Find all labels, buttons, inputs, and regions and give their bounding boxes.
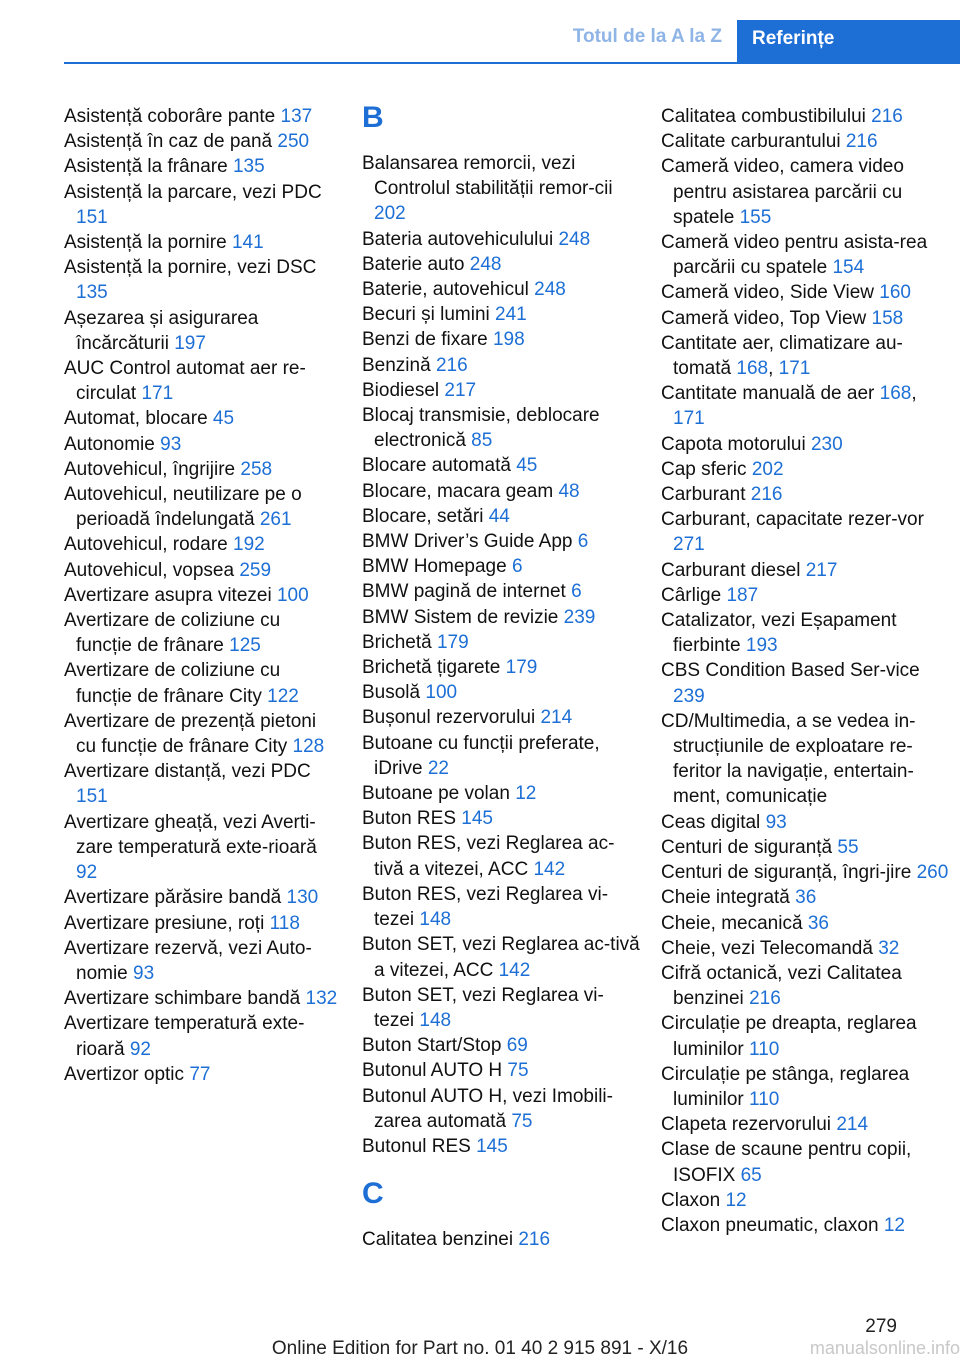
index-entry: [661, 457, 951, 482]
page-reference-link[interactable]: 93: [133, 962, 155, 984]
index-entry: [661, 835, 951, 860]
index-entry: [661, 709, 951, 810]
page-reference-link[interactable]: 93: [765, 811, 787, 833]
index-entry: [362, 1084, 640, 1134]
index-entry-text: Avertizare de prezență pietoni cu funcție de frânare City: [64, 710, 317, 758]
page-reference-link[interactable]: 100: [425, 682, 458, 704]
page-reference-link[interactable]: 171: [141, 383, 174, 405]
index-entry: [362, 831, 640, 881]
index-entry-text: CD/Multimedia, a se vedea in‐strucțiunile de exploatare re‐feritor la navigație, entertain‐ment, comunicație: [661, 710, 916, 808]
index-entry: [362, 479, 640, 504]
index-entry-text: Calitatea benzinei: [362, 1229, 514, 1251]
index-entry-text: Buton RES, vezi Reglarea ac‐tivă a vitezei, ACC: [362, 833, 615, 880]
page-reference-link[interactable]: 69: [506, 1035, 528, 1057]
index-entry-text: Asistență în caz de pană: [64, 131, 273, 153]
index-entry-text: Buton Start/Stop: [362, 1035, 502, 1057]
page-reference-link[interactable]: 142: [533, 858, 566, 880]
page-reference-link[interactable]: 36: [807, 912, 829, 934]
page-reference-link[interactable]: 259: [239, 559, 272, 581]
page-reference-link[interactable]: 179: [436, 631, 469, 653]
page-reference-link[interactable]: 12: [725, 1189, 747, 1211]
page-reference-link[interactable]: 214: [540, 707, 573, 729]
index-entry-text: Cameră video, Top View: [661, 307, 867, 329]
index-entry-text: Centuri de siguranță: [661, 836, 833, 858]
index-entry-text: Cameră video pentru asista‐rea parcării cu spatele: [661, 232, 928, 279]
page-reference-link[interactable]: 125: [229, 635, 261, 657]
page-reference-link[interactable]: 239: [563, 606, 596, 628]
index-entry: [64, 986, 339, 1011]
index-entry: [64, 306, 339, 356]
index-entry: [661, 558, 951, 583]
page-reference-link[interactable]: 217: [444, 379, 477, 401]
page-reference-link[interactable]: 75: [511, 1110, 533, 1132]
index-entry-text: Blocare, setări: [362, 505, 484, 527]
page-reference-link[interactable]: 202: [374, 203, 406, 225]
index-entry-text: Avertizare gheață, vezi Averti‐zare temperatură exte‐rioară: [64, 811, 317, 858]
index-entry: [661, 306, 951, 331]
index-entry-text: Butoane cu funcții preferate, iDrive: [362, 732, 600, 779]
page-reference-link[interactable]: 128: [292, 736, 325, 758]
index-entry-text: Avertizor optic: [64, 1063, 185, 1085]
index-entry: [64, 532, 339, 557]
page-reference-link[interactable]: 22: [427, 757, 449, 779]
page-reference-link[interactable]: 110: [749, 1038, 780, 1060]
page-reference-link[interactable]: 6: [571, 581, 582, 603]
index-entry: [64, 709, 339, 759]
page-reference-link[interactable]: 6: [511, 556, 523, 578]
page-reference-link[interactable]: 239: [673, 685, 705, 707]
index-entry: [362, 1134, 640, 1159]
index-entry-text: Benzină: [362, 354, 431, 376]
index-entry-text: Asistență la parcare, vezi PDC: [64, 181, 322, 203]
index-entry: [362, 378, 640, 403]
index-entry: [362, 403, 640, 453]
page-reference-link[interactable]: 160: [879, 282, 911, 304]
index-entry: [64, 1062, 339, 1087]
index-entry: Cantitate manuală de aer 168, 171: [661, 383, 917, 430]
page-reference-link[interactable]: 260: [916, 862, 949, 884]
page-reference-link[interactable]: 202: [751, 458, 784, 480]
index-entry: [64, 180, 339, 230]
page-reference-link[interactable]: 248: [558, 228, 591, 250]
page-reference-link[interactable]: 45: [516, 455, 538, 477]
index-entry-text: Ceas digital: [661, 811, 761, 833]
index-entry-text: Bateria autovehiculului: [362, 228, 554, 250]
page-reference-link[interactable]: 148: [419, 909, 452, 931]
index-entry: [64, 583, 339, 608]
index-entry-text: Calitate carburantului: [661, 131, 841, 153]
index-entry-text: BMW Homepage: [362, 556, 507, 578]
index-entry-text: Becuri și lumini: [362, 304, 490, 326]
page-reference-link[interactable]: 6: [577, 531, 589, 553]
page-reference-link[interactable]: 168: [736, 358, 769, 380]
index-entry-text: CBS Condition Based Ser‐vice: [661, 660, 920, 682]
index-entry: [64, 230, 339, 255]
index-entry-text: Claxon: [661, 1189, 721, 1211]
index-column-3: [661, 104, 951, 1238]
index-entry-text: Avertizare presiune, roți: [64, 912, 265, 934]
index-entry: [362, 227, 640, 252]
index-entry-text: Avertizare distanță, vezi PDC: [64, 761, 311, 783]
index-entry-text: Butonul AUTO H, vezi Imobili‐zarea automată: [362, 1085, 613, 1132]
index-entry: [362, 1033, 640, 1058]
index-entry-text: Buton RES, vezi Reglarea vi‐tezei: [362, 883, 609, 931]
page-reference-link[interactable]: 45: [212, 408, 235, 430]
page-reference-link[interactable]: 135: [76, 282, 108, 304]
index-entry: [64, 558, 339, 583]
index-entry-text: Balansarea remorcii, vezi Controlul stabilității remor‐cii: [362, 153, 613, 200]
page-reference-link[interactable]: 261: [259, 509, 292, 531]
header-tab: Referințe: [737, 20, 960, 64]
index-entry: [362, 453, 640, 478]
index-entry: [362, 277, 640, 302]
index-entry: [64, 885, 339, 910]
page-reference-link[interactable]: 92: [76, 862, 98, 884]
index-entry-text: Buton RES: [362, 808, 456, 830]
index-entry: [64, 129, 339, 154]
index-entry: [661, 1062, 951, 1112]
index-entry-text: BMW Sistem de revizie: [362, 606, 559, 628]
page-reference-link[interactable]: 55: [837, 836, 859, 858]
index-entry: [64, 1011, 339, 1061]
page-reference-link[interactable]: 187: [726, 584, 759, 606]
page-reference-link[interactable]: 93: [160, 433, 182, 455]
watermark: manualsonline.info: [809, 1338, 960, 1358]
index-entry-text: Asistență la pornire: [64, 232, 227, 254]
page-reference-link[interactable]: 154: [832, 257, 865, 279]
index-entry: [362, 1227, 640, 1252]
index-entry: [362, 655, 640, 680]
page-reference-link[interactable]: 145: [476, 1135, 508, 1157]
page-reference-link[interactable]: 137: [280, 106, 313, 127]
index-entry-text: Autovehicul, rodare: [64, 534, 228, 556]
index-entry-text: Asistență la frânare: [64, 156, 228, 178]
page-reference-link[interactable]: 145: [461, 808, 493, 830]
page-reference-link[interactable]: 85: [471, 430, 493, 452]
index-entry: [64, 658, 339, 708]
index-entry: [64, 911, 339, 936]
index-entry-text: AUC Control automat aer re‐circulat: [64, 358, 306, 405]
page-reference-link[interactable]: 179: [505, 657, 538, 679]
index-entry: [362, 781, 640, 806]
index-entry-text: Asistență la pornire, vezi DSC: [64, 257, 317, 279]
index-entry-text: Calitatea combustibilului: [661, 106, 866, 127]
index-entry-text: Cantitate manuală de aer: [661, 383, 875, 405]
page-reference-link[interactable]: 151: [76, 786, 108, 808]
index-entry-text: Cameră video, Side View: [661, 282, 874, 304]
page-reference-link[interactable]: 168: [879, 383, 912, 405]
index-entry: Cantitate aer, climatizare au‐tomată 168, 171: [661, 332, 903, 380]
index-entry: [64, 104, 339, 129]
index-entry: [661, 936, 951, 961]
index-entry-text: Cameră video, camera video pentru asistarea parcării cu spatele: [661, 156, 904, 228]
page-reference-link[interactable]: 216: [845, 131, 878, 153]
page-reference-link[interactable]: 65: [740, 1164, 762, 1186]
page-reference-link[interactable]: 110: [749, 1088, 780, 1110]
index-entry-text: Cârlige: [661, 584, 722, 606]
index-entry-text: Circulație pe dreapta, reglarea luminilor: [661, 1013, 917, 1060]
page-reference-link[interactable]: 32: [878, 937, 900, 959]
index-entry: [362, 806, 640, 831]
index-entry-text: Avertizare asupra vitezei: [64, 584, 272, 606]
page-reference-link[interactable]: 100: [276, 584, 309, 606]
index-entry-text: Autovehicul, vopsea: [64, 559, 235, 581]
index-entry: [64, 457, 339, 482]
index-entry-text: Cheie, mecanică: [661, 912, 803, 934]
page-reference-link[interactable]: 250: [277, 131, 310, 153]
index-entry-text: Blocare, macara geam: [362, 480, 554, 502]
index-entry: [64, 356, 339, 406]
index-entry-text: Buton SET, vezi Reglarea ac‐tivă a vitezei, ACC: [362, 934, 640, 981]
index-entry-text: Carburant, capacitate rezer‐vor: [661, 509, 924, 531]
page-reference-link[interactable]: 241: [495, 304, 527, 326]
index-entry: [64, 255, 339, 305]
index-entry: [661, 608, 951, 658]
index-entry-text: Blocare automată: [362, 455, 511, 477]
header-section-title: Totul de la A la Z: [572, 26, 722, 47]
index-entry-text: Autonomie: [64, 433, 155, 455]
index-entry-text: Biodiesel: [362, 379, 440, 401]
page-reference-link[interactable]: 48: [558, 480, 580, 502]
index-entry-text: Autovehicul, îngrijire: [64, 458, 236, 480]
index-entry-text: Avertizare de coliziune cu funcție de frânare: [64, 610, 281, 657]
index-entry-text: Clase de scaune pentru copii, ISOFIX: [661, 1139, 912, 1186]
index-entry-text: Avertizare temperatură exte‐rioară: [64, 1013, 305, 1060]
index-entry: [64, 608, 339, 658]
index-letter-heading: C: [362, 1177, 384, 1211]
index-entry: [362, 605, 640, 630]
index-entry: [362, 151, 640, 227]
index-entry: [661, 280, 951, 305]
page-reference-link[interactable]: 216: [435, 354, 468, 376]
page-reference-link[interactable]: 258: [240, 458, 273, 480]
page-reference-link[interactable]: 171: [673, 408, 705, 430]
index-entry: [362, 504, 640, 529]
page-reference-link[interactable]: 75: [507, 1060, 529, 1082]
page-reference-link[interactable]: 141: [231, 232, 264, 254]
page-reference-link[interactable]: 12: [883, 1214, 905, 1236]
page-reference-link[interactable]: 118: [269, 912, 300, 934]
index-entry-text: Cheie, vezi Telecomandă: [661, 937, 873, 959]
index-entry-text: Centuri de siguranță, îngri‐jire: [661, 862, 912, 884]
footer-edition: Online Edition for Part no. 01 40 2 915 891 - X/16: [271, 1338, 689, 1359]
index-entry: [64, 936, 339, 986]
index-entry-text: Butonul RES: [362, 1135, 471, 1157]
page-reference-link[interactable]: 197: [174, 332, 206, 354]
index-entry: [661, 1213, 951, 1238]
index-entry: [661, 1011, 951, 1061]
index-entry: [64, 810, 339, 886]
index-entry-text: Avertizare rezervă, vezi Auto‐nomie: [64, 937, 312, 984]
index-entry-text: Bușonul rezervorului: [362, 707, 536, 729]
index-entry: [661, 154, 951, 230]
index-entry-text: Capota motorului: [661, 433, 806, 455]
index-entry-text: Cap sferic: [661, 458, 747, 480]
index-entry: [661, 583, 951, 608]
index-entry-text: Cantitate aer, climatizare au‐tomată: [661, 332, 903, 380]
index-entry: [362, 630, 640, 655]
page-reference-link[interactable]: 151: [76, 206, 108, 228]
index-entry: [661, 658, 951, 708]
page-reference-link[interactable]: 193: [745, 635, 778, 657]
index-entry-text: Autovehicul, neutilizare pe o perioadă îndelungată: [64, 484, 302, 531]
index-entry: [362, 932, 640, 982]
index-entry: [661, 104, 951, 129]
page-reference-link[interactable]: 216: [749, 988, 781, 1010]
index-entry: [661, 1188, 951, 1213]
index-entry: [362, 579, 640, 604]
page-reference-link[interactable]: 216: [750, 484, 783, 506]
index-entry: [64, 154, 339, 179]
index-entry: [362, 554, 640, 579]
index-entry-text: Asistență coborâre pante: [64, 106, 276, 127]
page-reference-link[interactable]: 92: [129, 1038, 151, 1060]
index-entry-text: Așezarea și asigurarea încărcăturii: [64, 307, 259, 354]
index-entry-text: Avertizare de coliziune cu funcție de frânare City: [64, 660, 281, 707]
index-entry-text: BMW Driver’s Guide App: [362, 531, 573, 553]
page-reference-link[interactable]: 198: [492, 329, 525, 351]
index-entry: [362, 327, 640, 352]
index-entry-text: Baterie auto: [362, 253, 465, 275]
page-reference-link[interactable]: 216: [518, 1229, 551, 1251]
page-reference-link[interactable]: 192: [233, 534, 265, 556]
index-entry: [362, 252, 640, 277]
index-entry: [362, 353, 640, 378]
page-reference-link[interactable]: 248: [469, 253, 502, 275]
index-entry-text: Butoane pe volan: [362, 783, 510, 805]
page-reference-link[interactable]: 12: [515, 783, 537, 805]
index-entry-text: Catalizator, vezi Eșapament fierbinte: [661, 610, 897, 657]
index-entry-text: Avertizare părăsire bandă: [64, 887, 282, 909]
index-entry: [661, 230, 951, 280]
index-entry: [64, 482, 339, 532]
page-reference-link[interactable]: 122: [267, 685, 299, 707]
page-reference-link[interactable]: 214: [836, 1114, 869, 1136]
index-entry-text: Carburant diesel: [661, 559, 801, 581]
index-column-1: [64, 104, 339, 1087]
page-reference-link[interactable]: 148: [419, 1009, 452, 1031]
index-entry: [362, 882, 640, 932]
index-entry: [661, 432, 951, 457]
index-entry: [362, 705, 640, 730]
page-reference-link[interactable]: 271: [673, 534, 705, 556]
page-reference-link[interactable]: 135: [232, 156, 265, 178]
page-reference-link[interactable]: 36: [795, 887, 817, 909]
index-column-2: [362, 101, 640, 1252]
index-entry-text: Avertizare schimbare bandă: [64, 988, 301, 1010]
index-entry: [661, 129, 951, 154]
index-entry: [64, 432, 339, 457]
index-entry-text: Circulație pe stânga, reglarea luminilor: [661, 1063, 910, 1110]
page-reference-link[interactable]: 142: [498, 959, 531, 981]
index-entry-text: BMW pagină de internet: [362, 581, 566, 603]
page-reference-link[interactable]: 216: [871, 106, 903, 127]
page-reference-link[interactable]: 158: [871, 307, 904, 329]
index-entry-text: Benzi de fixare: [362, 329, 488, 351]
index-entry-text: Busolă: [362, 682, 421, 704]
page-reference-link[interactable]: 132: [305, 988, 338, 1010]
page-reference-link[interactable]: 171: [778, 358, 811, 380]
page-number: 279: [865, 1316, 897, 1337]
index-entry-text: Buton SET, vezi Reglarea vi‐tezei: [362, 984, 604, 1031]
index-entry-text: Cifră octanică, vezi Calitatea benzinei: [661, 962, 902, 1010]
index-entry: [64, 759, 339, 809]
page-reference-link[interactable]: 44: [488, 505, 510, 527]
page-reference-link[interactable]: 230: [810, 433, 843, 455]
index-entry: [64, 406, 339, 431]
index-entry: [362, 529, 640, 554]
index-entry: [661, 860, 951, 885]
index-entry: [661, 961, 951, 1011]
index-letter-heading: B: [362, 101, 384, 134]
index-entry: [661, 482, 951, 507]
index-entry: [661, 911, 951, 936]
page-reference-link[interactable]: 155: [739, 206, 772, 228]
index-entry: [362, 302, 640, 327]
index-entry-text: Brichetă: [362, 631, 432, 653]
index-entry-text: Clapeta rezervorului: [661, 1114, 832, 1136]
index-entry-text: Baterie, autovehicul: [362, 279, 529, 301]
index-entry: [362, 983, 640, 1033]
index-entry: [661, 507, 951, 557]
index-entry-text: Brichetă țigarete: [362, 657, 501, 679]
index-entry: [362, 680, 640, 705]
page-reference-link[interactable]: 130: [286, 887, 319, 909]
index-entry-text: Cheie integrată: [661, 887, 790, 909]
index-entry: [661, 1137, 951, 1187]
index-entry: [661, 810, 951, 835]
page-reference-link[interactable]: 217: [805, 559, 838, 581]
index-entry-text: Carburant: [661, 484, 746, 506]
index-entry-text: Butonul AUTO H: [362, 1060, 503, 1082]
index-entry: [661, 885, 951, 910]
page-reference-link[interactable]: 248: [534, 279, 566, 301]
index-entry-text: Automat, blocare: [64, 408, 208, 430]
index-entry: [362, 731, 640, 781]
index-entry-text: Blocaj transmisie, deblocare electronică: [362, 405, 600, 452]
index-entry: [661, 1112, 951, 1137]
page-reference-link[interactable]: 77: [189, 1063, 211, 1085]
index-entry-text: Claxon pneumatic, claxon: [661, 1214, 879, 1236]
index-entry: [362, 1058, 640, 1083]
